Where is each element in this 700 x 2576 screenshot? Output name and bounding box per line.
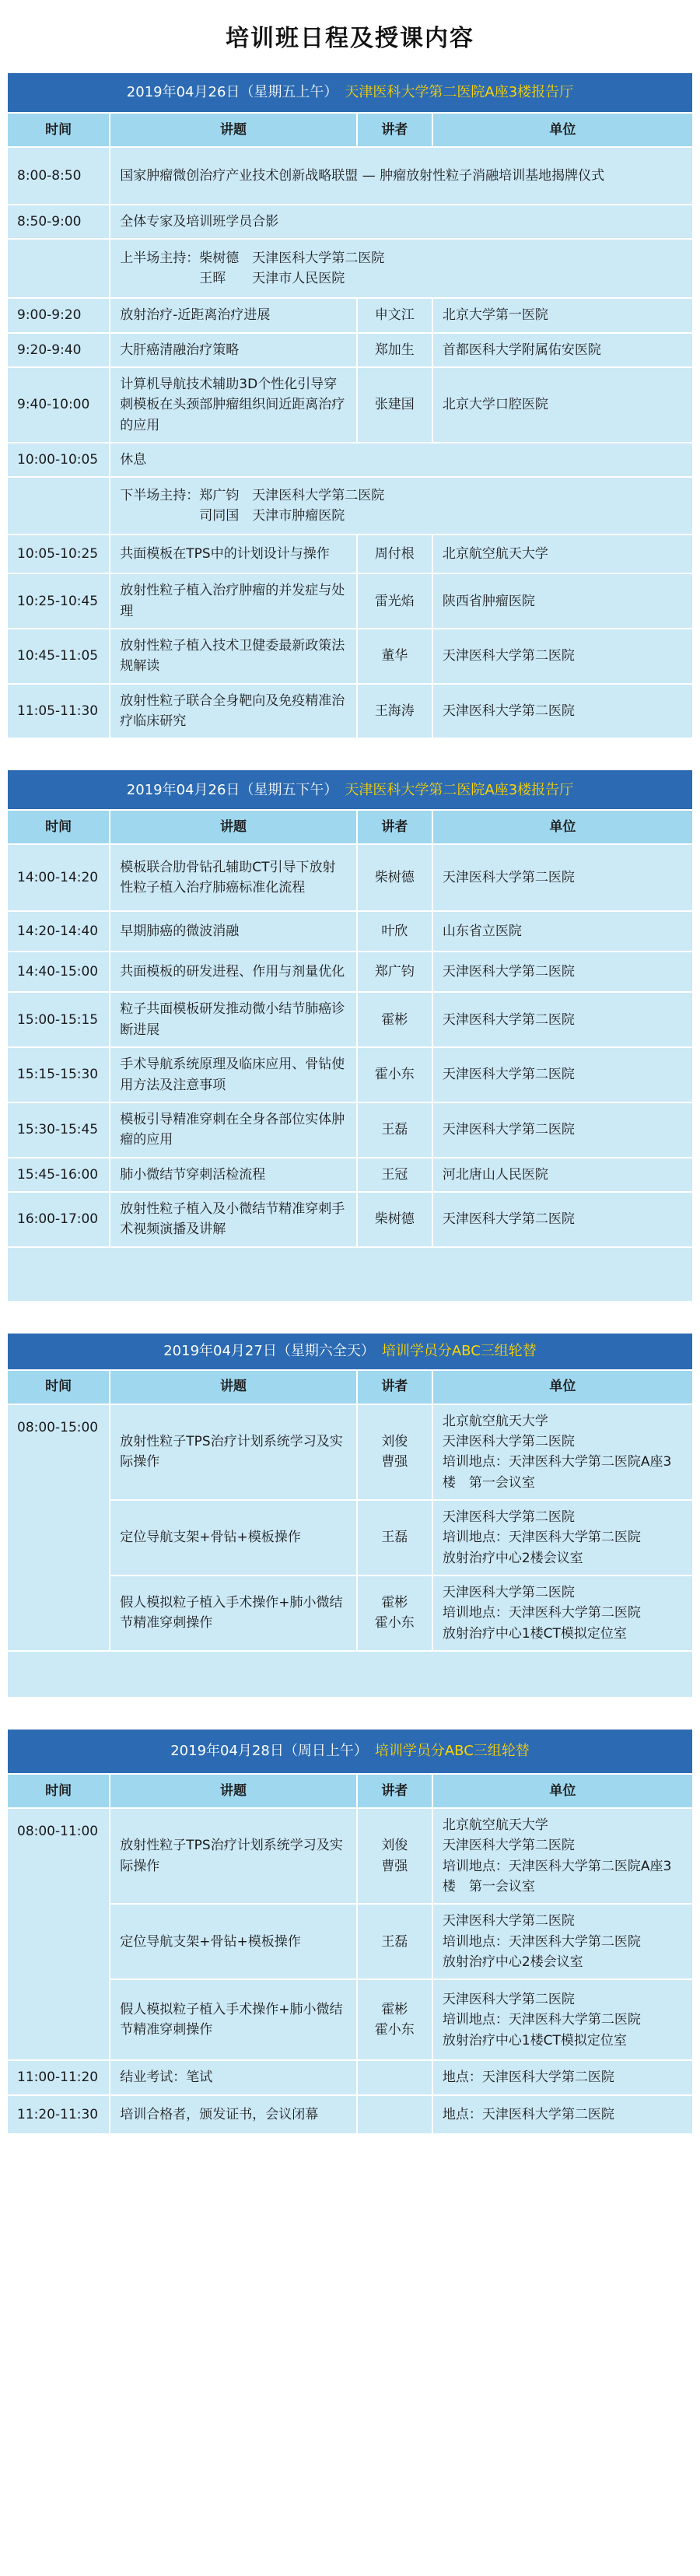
row-time: 16:00-17:00 xyxy=(7,1192,110,1247)
table-row xyxy=(7,1192,693,1247)
row-time: 14:00-14:20 xyxy=(7,844,110,911)
row-time: 14:20-14:40 xyxy=(7,911,110,952)
row-speaker: 郑加生 xyxy=(357,333,432,367)
table-row xyxy=(7,952,693,992)
column-unit-header: 单位 xyxy=(432,1370,693,1404)
table-row xyxy=(7,684,693,739)
row-time xyxy=(7,239,110,298)
section-banner xyxy=(7,1729,693,1774)
table-header xyxy=(7,810,693,844)
section-banner xyxy=(7,769,693,810)
row-speaker: 王磊 xyxy=(357,1500,432,1575)
spacer-cell xyxy=(7,1651,693,1698)
row-unit: 天津医科大学第二医院 培训地点：天津医科大学第二医院 放射治疗中心2楼会议室 xyxy=(432,1904,693,1979)
row-speaker: 刘俊 曹强 xyxy=(357,1404,432,1500)
row-topic: 上半场主持：柴树德 天津医科大学第二医院 王晖 天津市人民医院 xyxy=(110,239,693,298)
row-unit: 地点：天津医科大学第二医院 xyxy=(432,2095,693,2134)
column-time-header: 时间 xyxy=(7,1370,110,1404)
row-topic: 放射性粒子TPS治疗计划系统学习及实际操作 xyxy=(110,1404,357,1500)
table-row xyxy=(7,239,693,298)
row-time: 10:25-10:45 xyxy=(7,573,110,629)
column-topic-header: 讲题 xyxy=(110,1370,357,1404)
row-speaker: 霍小东 xyxy=(357,1047,432,1102)
row-topic: 放射性粒子植入治疗肿瘤的并发症与处理 xyxy=(110,573,357,629)
column-topic-header: 讲题 xyxy=(110,113,357,147)
row-unit: 地点：天津医科大学第二医院 xyxy=(432,2060,693,2094)
row-unit: 北京航空航天大学 天津医科大学第二医院 培训地点：天津医科大学第二医院A座3楼 第一会议室 xyxy=(432,1404,693,1500)
row-time xyxy=(7,477,110,534)
row-topic: 下半场主持：郑广钧 天津医科大学第二医院 司同国 天津市肿瘤医院 xyxy=(110,477,693,534)
column-time-header: 时间 xyxy=(7,113,110,147)
table-row xyxy=(7,205,693,239)
row-speaker: 董华 xyxy=(357,629,432,684)
row-topic: 模板联合肋骨钻孔辅助CT引导下放射性粒子植入治疗肺癌标准化流程 xyxy=(110,844,357,911)
table-row xyxy=(7,1102,693,1158)
row-topic: 培训合格者，颁发证书，会议闭幕 xyxy=(110,2095,357,2134)
row-speaker: 雷光焰 xyxy=(357,573,432,629)
row-speaker: 霍彬 霍小东 xyxy=(357,1575,432,1651)
row-time: 8:50-9:00 xyxy=(7,205,110,239)
row-speaker: 张建国 xyxy=(357,367,432,443)
row-topic: 手术导航系统原理及临床应用、骨钻使用方法及注意事项 xyxy=(110,1047,357,1102)
row-topic: 结业考试：笔试 xyxy=(110,2060,357,2094)
table-spacer xyxy=(7,1651,693,1698)
section-date: 2019年04月27日（星期六全天） xyxy=(163,1342,368,1359)
section-heading xyxy=(7,72,693,113)
schedule-table xyxy=(6,1332,694,1698)
table-row xyxy=(7,534,693,573)
row-topic: 定位导航支架+骨钻+模板操作 xyxy=(110,1500,357,1575)
row-topic: 计算机导航技术辅助3D个性化引导穿刺模板在头颈部肿瘤组织间近距离治疗的应用 xyxy=(110,367,357,443)
column-unit-header: 单位 xyxy=(432,810,693,844)
row-unit: 天津医科大学第二医院 xyxy=(432,952,693,992)
table-row xyxy=(7,1808,693,1904)
row-topic: 放射治疗-近距离治疗进展 xyxy=(110,298,357,332)
row-unit: 北京航空航天大学 xyxy=(432,534,693,573)
section-venue: 培训学员分ABC三组轮替 xyxy=(381,1342,537,1359)
row-topic: 放射性粒子TPS治疗计划系统学习及实际操作 xyxy=(110,1808,357,1904)
spacer-cell xyxy=(7,1247,693,1302)
table-row xyxy=(7,477,693,534)
row-unit: 北京大学口腔医院 xyxy=(432,367,693,443)
table-row xyxy=(7,443,693,477)
row-time: 8:00-8:50 xyxy=(7,147,110,205)
row-unit: 天津医科大学第二医院 xyxy=(432,1102,693,1158)
section-heading xyxy=(7,769,693,810)
row-time: 11:20-11:30 xyxy=(7,2095,110,2134)
row-topic: 肺小微结节穿刺活检流程 xyxy=(110,1158,357,1192)
table-row xyxy=(7,2095,693,2134)
table-row xyxy=(7,367,693,443)
row-topic: 国家肿瘤微创治疗产业技术创新战略联盟 — 肿瘤放射性粒子消融培训基地揭牌仪式 xyxy=(110,147,693,205)
row-topic: 休息 xyxy=(110,443,693,477)
table-row xyxy=(7,1979,693,2060)
table-row xyxy=(7,1904,693,1979)
row-topic: 放射性粒子联合全身靶向及免疫精准治疗临床研究 xyxy=(110,684,357,739)
schedule-table xyxy=(6,72,694,739)
row-topic: 放射性粒子植入及小微结节精准穿刺手术视频演播及讲解 xyxy=(110,1192,357,1247)
row-unit: 天津医科大学第二医院 培训地点：天津医科大学第二医院 放射治疗中心2楼会议室 xyxy=(432,1500,693,1575)
row-unit: 北京航空航天大学 天津医科大学第二医院 培训地点：天津医科大学第二医院A座3楼 第一会议室 xyxy=(432,1808,693,1904)
section-date: 2019年04月26日（星期五下午） xyxy=(126,781,331,798)
row-topic: 早期肺癌的微波消融 xyxy=(110,911,357,952)
row-time: 15:30-15:45 xyxy=(7,1102,110,1158)
table-row xyxy=(7,1047,693,1102)
page-title: 培训班日程及授课内容 xyxy=(226,25,474,52)
row-unit: 北京大学第一医院 xyxy=(432,298,693,332)
row-speaker: 霍彬 xyxy=(357,992,432,1047)
row-topic: 模板引导精准穿刺在全身各部位实体肿瘤的应用 xyxy=(110,1102,357,1158)
row-unit: 天津医科大学第二医院 xyxy=(432,629,693,684)
column-speaker-header: 讲者 xyxy=(357,810,432,844)
row-time: 10:05-10:25 xyxy=(7,534,110,573)
row-unit: 天津医科大学第二医院 xyxy=(432,992,693,1047)
column-speaker-header: 讲者 xyxy=(357,1774,432,1808)
row-speaker: 柴树德 xyxy=(357,1192,432,1247)
row-time: 11:00-11:20 xyxy=(7,2060,110,2094)
section-heading xyxy=(7,1729,693,1774)
row-time: 11:05-11:30 xyxy=(7,684,110,739)
column-topic-header: 讲题 xyxy=(110,1774,357,1808)
row-speaker: 周付根 xyxy=(357,534,432,573)
row-unit: 天津医科大学第二医院 xyxy=(432,1047,693,1102)
table-row xyxy=(7,1575,693,1651)
row-time: 9:40-10:00 xyxy=(7,367,110,443)
section-date: 2019年04月28日（周日上午） xyxy=(170,1743,361,1760)
table-row xyxy=(7,2060,693,2094)
column-unit-header: 单位 xyxy=(432,1774,693,1808)
table-row xyxy=(7,573,693,629)
table-row xyxy=(7,298,693,332)
table-row xyxy=(7,992,693,1047)
row-unit: 天津医科大学第二医院 xyxy=(432,844,693,911)
section-date: 2019年04月26日（星期五上午） xyxy=(126,84,331,101)
table-spacer xyxy=(7,1247,693,1302)
row-speaker: 王海涛 xyxy=(357,684,432,739)
section-venue: 天津医科大学第二医院A座3楼报告厅 xyxy=(345,781,574,798)
row-speaker: 郑广钧 xyxy=(357,952,432,992)
row-unit: 陕西省肿瘤医院 xyxy=(432,573,693,629)
row-unit: 天津医科大学第二医院 xyxy=(432,684,693,739)
row-speaker: 王磊 xyxy=(357,1904,432,1979)
row-time: 15:00-15:15 xyxy=(7,992,110,1047)
table-header xyxy=(7,1370,693,1404)
table-row xyxy=(7,1158,693,1192)
table-row xyxy=(7,1404,693,1500)
column-topic-header: 讲题 xyxy=(110,810,357,844)
section-banner xyxy=(7,1333,693,1370)
row-topic: 共面模板的研发进程、作用与剂量优化 xyxy=(110,952,357,992)
row-time: 15:15-15:30 xyxy=(7,1047,110,1102)
row-time: 14:40-15:00 xyxy=(7,952,110,992)
row-speaker: 柴树德 xyxy=(357,844,432,911)
row-unit: 天津医科大学第二医院 xyxy=(432,1192,693,1247)
row-unit: 天津医科大学第二医院 培训地点：天津医科大学第二医院 放射治疗中心1楼CT模拟定位室 xyxy=(432,1575,693,1651)
row-topic: 共面模板在TPS中的计划设计与操作 xyxy=(110,534,357,573)
section-heading xyxy=(7,1333,693,1370)
schedule-table xyxy=(6,769,694,1302)
column-speaker-header: 讲者 xyxy=(357,1370,432,1404)
section-venue: 天津医科大学第二医院A座3楼报告厅 xyxy=(345,84,574,101)
row-unit: 首都医科大学附属佑安医院 xyxy=(432,333,693,367)
table-row xyxy=(7,333,693,367)
row-topic: 假人模拟粒子植入手术操作+肺小微结节精准穿刺操作 xyxy=(110,1575,357,1651)
column-time-header: 时间 xyxy=(7,1774,110,1808)
table-row xyxy=(7,147,693,205)
schedule-table xyxy=(6,1728,694,2135)
schedule-sections xyxy=(6,72,694,2135)
row-speaker xyxy=(357,2060,432,2094)
row-topic: 大肝癌清融治疗策略 xyxy=(110,333,357,367)
row-speaker: 王冠 xyxy=(357,1158,432,1192)
section-venue: 培训学员分ABC三组轮替 xyxy=(374,1743,530,1760)
row-speaker: 霍彬 霍小东 xyxy=(357,1979,432,2060)
row-unit: 山东省立医院 xyxy=(432,911,693,952)
section-banner xyxy=(7,72,693,113)
row-unit: 天津医科大学第二医院 培训地点：天津医科大学第二医院 放射治疗中心1楼CT模拟定位室 xyxy=(432,1979,693,2060)
column-speaker-header: 讲者 xyxy=(357,113,432,147)
column-unit-header: 单位 xyxy=(432,113,693,147)
row-topic: 粒子共面模板研发推动微小结节肺癌诊断进展 xyxy=(110,992,357,1047)
row-speaker: 申文江 xyxy=(357,298,432,332)
row-speaker: 刘俊 曹强 xyxy=(357,1808,432,1904)
table-row xyxy=(7,1500,693,1575)
row-topic: 放射性粒子植入技术卫健委最新政策法规解读 xyxy=(110,629,357,684)
row-unit: 河北唐山人民医院 xyxy=(432,1158,693,1192)
column-time-header: 时间 xyxy=(7,810,110,844)
row-topic: 假人模拟粒子植入手术操作+肺小微结节精准穿刺操作 xyxy=(110,1979,357,2060)
row-time: 08:00-11:00 xyxy=(7,1808,110,2060)
row-topic: 定位导航支架+骨钻+模板操作 xyxy=(110,1904,357,1979)
row-time: 08:00-15:00 xyxy=(7,1404,110,1651)
table-row xyxy=(7,629,693,684)
table-row xyxy=(7,911,693,952)
table-row xyxy=(7,844,693,911)
row-time: 10:00-10:05 xyxy=(7,443,110,477)
row-topic: 全体专家及培训班学员合影 xyxy=(110,205,693,239)
table-header xyxy=(7,1774,693,1808)
row-time: 15:45-16:00 xyxy=(7,1158,110,1192)
row-time: 10:45-11:05 xyxy=(7,629,110,684)
row-speaker xyxy=(357,2095,432,2134)
row-time: 9:00-9:20 xyxy=(7,298,110,332)
table-header xyxy=(7,113,693,147)
row-speaker: 王磊 xyxy=(357,1102,432,1158)
row-speaker: 叶欣 xyxy=(357,911,432,952)
row-time: 9:20-9:40 xyxy=(7,333,110,367)
